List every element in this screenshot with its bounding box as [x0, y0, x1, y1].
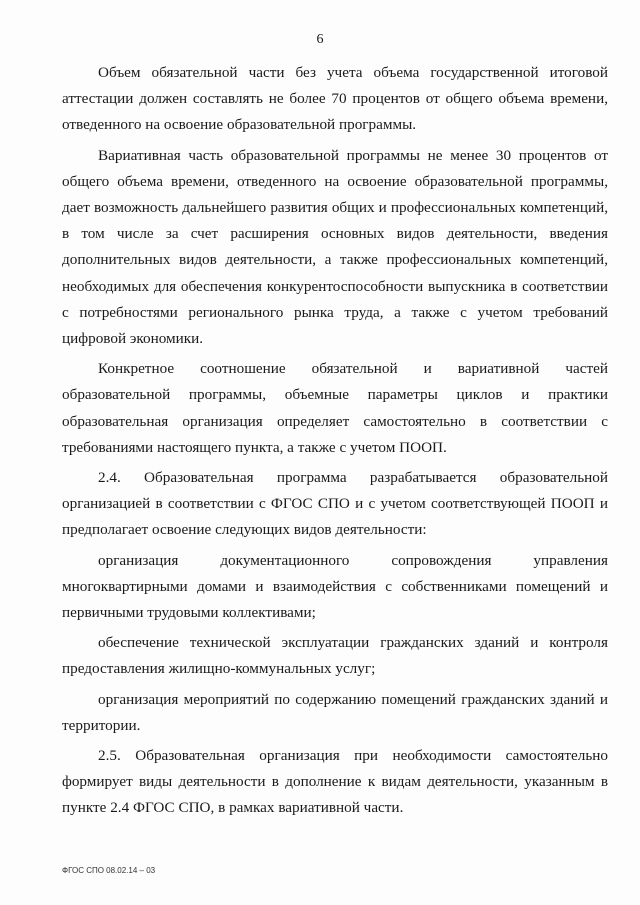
- paragraph-variable-part: Вариативная часть образовательной программы не менее 30 процентов от общего объема времени, отведенного на освоение образовательной программы, дает возможность дальнейшего развития общих и профессиональных компетенций, в том числе за счет расширения основных видов деятельности, введения дополнительных видов деятельности, а также профессиональных компетенций, необходимых для обеспечения конкурентоспособности выпускника в соответствии с потребностями регионального рынка труда, а также с учетом требований цифровой экономики.: [62, 146, 608, 348]
- list-item-activity-1: организация документационного сопровождения управления многоквартирными домами и взаимодействия с собственниками помещений и первичными трудовыми коллективами;: [62, 551, 608, 622]
- paragraph-section-2-4: 2.4. Образовательная программа разрабатывается образовательной организацией в соответствии с ФГОС СПО и с учетом соответствующей ПООП и предполагает освоение следующих видов деятельности:: [62, 469, 608, 539]
- paragraph-ratio: Конкретное соотношение обязательной и вариативной частей образовательной программы, объемные параметры циклов и практики образовательная организация определяет самостоятельно в соответствии с требованиями настоящего пункта, а также с учетом ПООП.: [62, 360, 608, 456]
- page-number: 6: [316, 32, 324, 47]
- list-item-activity-3: организация мероприятий по содержанию помещений гражданских зданий и территории.: [62, 690, 608, 734]
- paragraph-mandatory-part: Объем обязательной части без учета объема государственной итоговой аттестации должен составлять не более 70 процентов от общего объема времени, отведенного на освоение образовательной программы.: [62, 64, 608, 134]
- document-body: [62, 60, 608, 826]
- list-item-activity-2: обеспечение технической эксплуатации гражданских зданий и контроля предоставления жилищно-коммунальных услуг;: [62, 634, 608, 678]
- document-footer: ФГОС СПО 08.02.14 – 03: [62, 866, 156, 875]
- paragraph-section-2-5: 2.5. Образовательная организация при необходимости самостоятельно формирует виды деятельности в дополнение к видам деятельности, указанным в пункте 2.4 ФГОС СПО, в рамках вариативной части.: [62, 747, 608, 817]
